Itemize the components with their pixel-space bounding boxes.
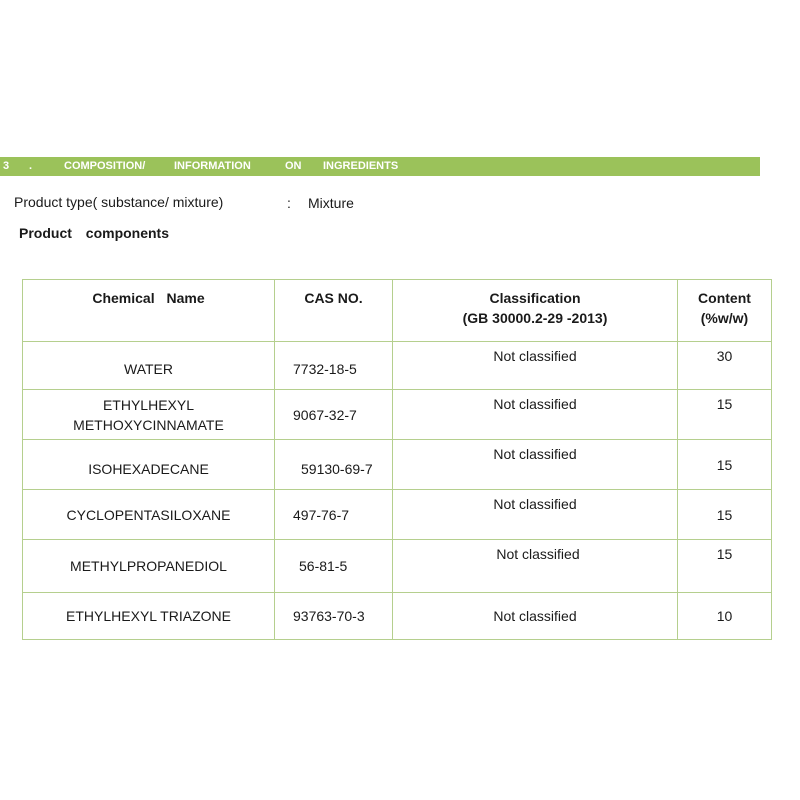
cas-number-cell: 59130-69-7: [275, 440, 393, 490]
section-word-ingredients: INGREDIENTS: [323, 160, 399, 172]
content-cell: 15: [678, 440, 772, 490]
classification-cell: Not classified: [393, 342, 678, 390]
cas-number-cell: 93763-70-3: [275, 593, 393, 640]
content-cell: 15: [678, 540, 772, 593]
section-header-bar: [0, 157, 760, 176]
content-cell: 15: [678, 390, 772, 440]
cas-number-cell: 56-81-5: [275, 540, 393, 593]
product-type-colon: :: [287, 195, 291, 211]
cas-number-cell: 7732-18-5: [275, 342, 393, 390]
content-cell: 15: [678, 490, 772, 540]
table-row: [23, 593, 772, 640]
header-classification-line1: Classification: [489, 290, 581, 306]
section-number: 3: [3, 160, 10, 172]
header-classification-line2: (GB 30000.2-29 -2013): [462, 310, 608, 326]
content-cell: 10: [678, 593, 772, 640]
table-row: [23, 390, 772, 440]
chemical-name-cell: ISOHEXADECANE: [23, 440, 275, 490]
section-word-information: INFORMATION: [174, 160, 251, 172]
section-dot: .: [29, 160, 33, 172]
product-components-title: Product components: [19, 225, 170, 241]
classification-cell: Not classified: [393, 593, 678, 640]
classification-cell: Not classified: [393, 390, 678, 440]
header-classification: [393, 280, 678, 342]
header-chemical-name: Chemical Name: [23, 280, 275, 342]
table-row: [23, 540, 772, 593]
product-type-label: Product type( substance/ mixture): [14, 194, 224, 210]
cas-number-cell: 497-76-7: [275, 490, 393, 540]
chemical-name-cell: ETHYLHEXYL METHOXYCINNAMATE: [23, 390, 275, 440]
header-content: [678, 280, 772, 342]
header-content-line1: Content: [698, 290, 751, 306]
product-type-value: Mixture: [308, 195, 354, 211]
header-cas-no: CAS NO.: [275, 280, 393, 342]
section-word-on: ON: [285, 160, 302, 172]
cas-number-cell: 9067-32-7: [275, 390, 393, 440]
content-cell: 30: [678, 342, 772, 390]
table-row: [23, 342, 772, 390]
table-row: [23, 490, 772, 540]
chemical-name-cell: METHYLPROPANEDIOL: [23, 540, 275, 593]
section-word-composition: COMPOSITION/: [64, 160, 146, 172]
composition-table: [22, 279, 772, 640]
table-header-row: [23, 280, 772, 342]
chemical-name-cell: CYCLOPENTASILOXANE: [23, 490, 275, 540]
header-content-line2: (%w/w): [700, 310, 749, 326]
table-row: [23, 440, 772, 490]
classification-cell: Not classified: [393, 540, 678, 593]
chemical-name-cell: WATER: [23, 342, 275, 390]
classification-cell: Not classified: [393, 440, 678, 490]
classification-cell: Not classified: [393, 490, 678, 540]
chemical-name-cell: ETHYLHEXYL TRIAZONE: [23, 593, 275, 640]
